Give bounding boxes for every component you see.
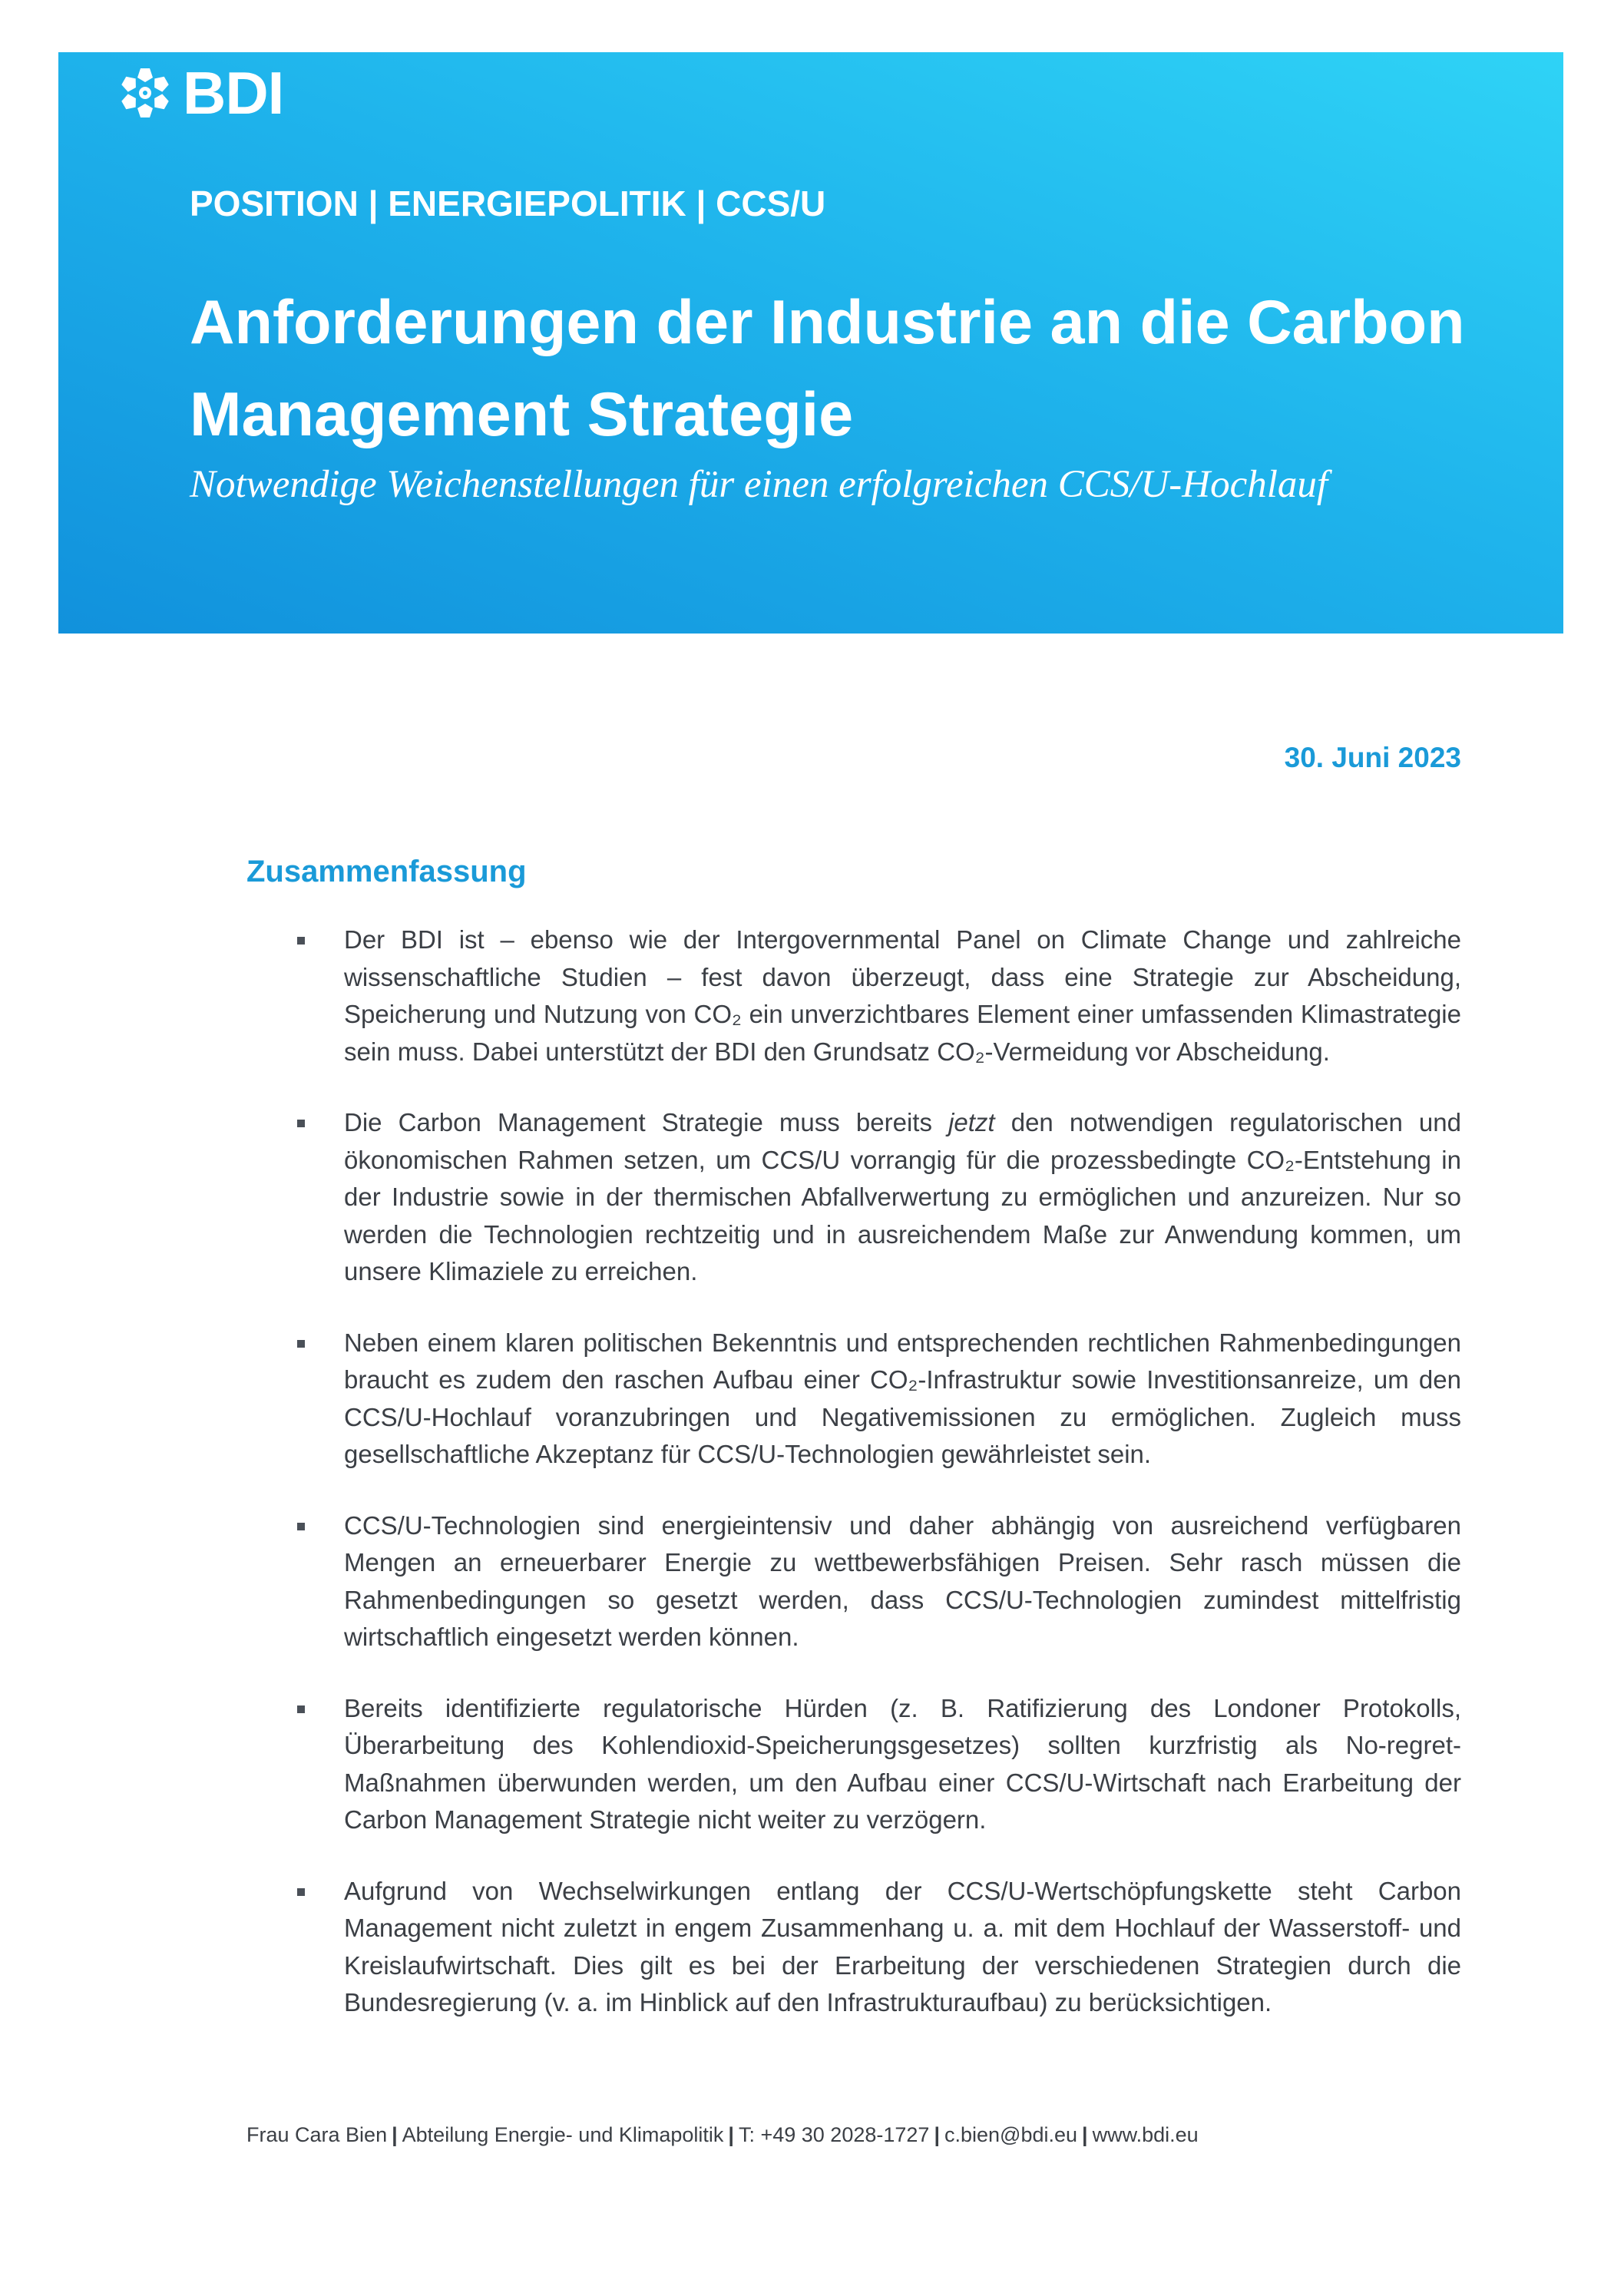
footer-contact-name: Frau Cara Bien	[246, 2123, 388, 2146]
bullet-marker-icon	[297, 1888, 305, 1896]
footer-phone[interactable]: T: +49 30 2028-1727	[738, 2123, 930, 2146]
summary-bullet-text: Bereits identifizierte regulatorische Hürden (z. B. Ratifizierung des Londoner Protokolls, Überarbeitung des Kohlendioxid-Speicherungsgesetzes) sollten kurzfristig als No-regret-Maßnahmen überwunden werden, um den Aufbau einer CCS/U-Wirtschaft nach Erarbeitung der Carbon Management Strategie nicht weiter zu verzögern.	[344, 1693, 1461, 1834]
bdi-logo-icon	[117, 65, 174, 121]
bullet-marker-icon	[297, 1523, 305, 1530]
bdi-logo[interactable]	[117, 59, 284, 127]
summary-bullet-text: Neben einem klaren politischen Bekenntnis und entsprechenden rechtlichen Rahmenbedingungen braucht es zudem den raschen Aufbau einer CO₂-Infrastruktur sowie Investitionsanreize, um den CCS/U-Hochlauf voranzubringen und Negativemissionen zu ermöglichen. Zugleich muss gesellschaftliche Akzeptanz für CCS/U-Technologien gewährleistet sein.	[344, 1328, 1461, 1468]
footer-separator: |	[1082, 2123, 1088, 2146]
summary-bullet	[344, 1325, 1461, 1474]
summary-bullet	[344, 1507, 1461, 1656]
summary-bullet-text: Die Carbon Management Strategie muss bereits jetzt den notwendigen regulatorischen und ökonomischen Rahmen setzen, um CCS/U vorrangig für die prozessbedingte CO₂-Entstehung in der Industrie sowie in der thermischen Abfallverwertung zu ermöglichen und anzureizen. Nur so werden die Technologien rechtzeitig und in ausreichendem Maße zur Anwendung kommen, um unsere Klimaziele zu erreichen.	[344, 1108, 1461, 1285]
bullet-marker-icon	[297, 1120, 305, 1127]
summary-bullet	[344, 1873, 1461, 2022]
summary-bullet	[344, 921, 1461, 1070]
footer-separator: |	[392, 2123, 398, 2146]
bullet-marker-icon	[297, 937, 305, 945]
summary-bullet-text: Der BDI ist – ebenso wie der Intergovernmental Panel on Climate Change und zahlreiche wissenschaftliche Studien – fest davon überzeugt, dass eine Strategie zur Abscheidung, Speicherung und Nutzung von CO₂ ein unverzichtbares Element einer umfassenden Klimastrategie sein muss. Dabei unterstützt der BDI den Grundsatz CO₂-Vermeidung vor Abscheidung.	[344, 925, 1461, 1066]
summary-bullet-list	[344, 921, 1461, 2056]
footer-contact-line	[246, 2123, 1199, 2147]
document-title: Anforderungen der Industrie an die Carbon Management Strategie	[190, 288, 1465, 449]
summary-bullet	[344, 1104, 1461, 1291]
section-heading-summary: Zusammenfassung	[246, 855, 527, 888]
publication-date: 30. Juni 2023	[1284, 742, 1461, 773]
summary-bullet-text: Aufgrund von Wechselwirkungen entlang der CCS/U-Wertschöpfungskette steht Carbon Management nicht zuletzt in engem Zusammenhang u. a. mit dem Hochlauf der Wasserstoff- und Kreislaufwirtschaft. Dies gilt es bei der Erarbeitung der verschiedenen Strategien durch die Bundesregierung (v. a. im Hinblick auf den Infrastrukturaufbau) zu berücksichtigen.	[344, 1876, 1461, 2016]
document-subtitle: Notwendige Weichenstellungen für einen erfolgreichen CCS/U-Hochlauf	[190, 463, 1328, 506]
document-category: POSITION | ENERGIEPOLITIK | CCS/U	[190, 184, 826, 223]
logo-text: BDI	[183, 59, 284, 127]
bullet-marker-icon	[297, 1705, 305, 1713]
footer-separator: |	[728, 2123, 734, 2146]
footer-email-link[interactable]: c.bien@bdi.eu	[944, 2123, 1078, 2146]
footer-department: Abteilung Energie- und Klimapolitik	[402, 2123, 724, 2146]
summary-bullet	[344, 1690, 1461, 1839]
footer-website-link[interactable]: www.bdi.eu	[1092, 2123, 1199, 2146]
summary-bullet-text: CCS/U-Technologien sind energieintensiv und daher abhängig von ausreichend verfügbaren Mengen an erneuerbarer Energie zu wettbewerbsfähigen Preisen. Sehr rasch müssen die Rahmenbedingungen so gesetzt werden, dass CCS/U-Technologien zumindest mittelfristig wirtschaftlich eingesetzt werden können.	[344, 1510, 1461, 1651]
footer-separator: |	[934, 2123, 940, 2146]
bullet-marker-icon	[297, 1340, 305, 1348]
